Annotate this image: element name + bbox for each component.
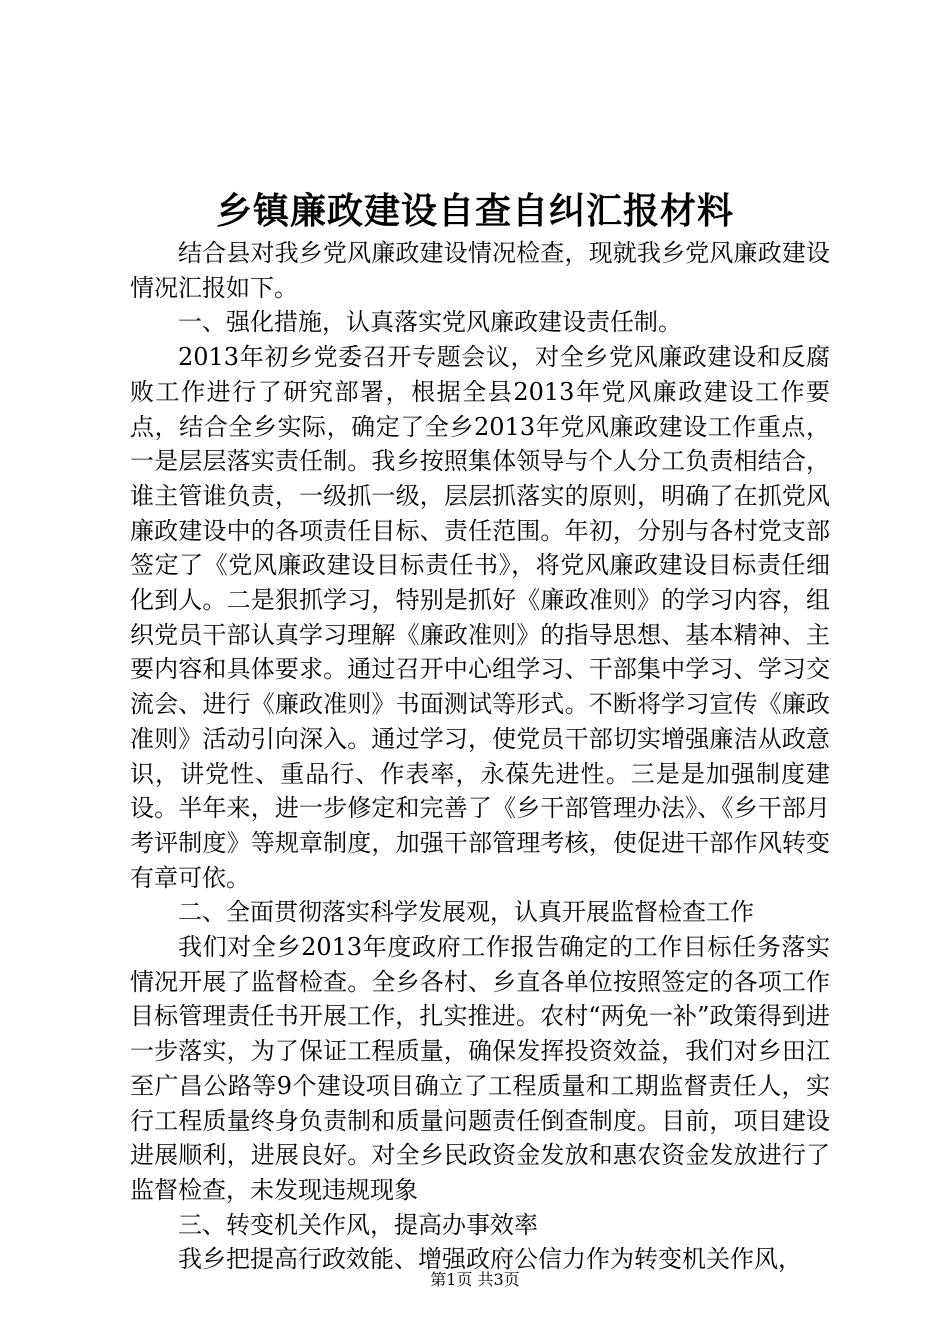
- section-heading-1: 一、强化措施，认真落实党风廉政建设责任制。: [178, 308, 682, 337]
- page-number-footer: 第1页 共3页: [430, 1270, 520, 1289]
- section-heading-3: 三、转变机关作风，提高办事效率: [178, 1210, 538, 1239]
- section-heading-2: 二、全面贯彻落实科学发展观，认真开展监督检查工作: [178, 898, 754, 927]
- document-body: [130, 236, 830, 1277]
- document-title: 乡镇廉政建设自查自纠汇报材料: [215, 190, 734, 232]
- section-3-paragraph: 我乡把提高行政效能、增强政府公信力作为转变机关作风，: [178, 1245, 802, 1274]
- section-2-paragraph: 我们对全乡2013年度政府工作报告确定的工作目标任务落实情况开展了监督检查。全乡各村、乡直各单位按照签定的各项工作目标管理责任书开展工作，扎实推进。农村“两免一补”政策得到进一步落实，为了保证工程质量，确保发挥投资效益，我们对乡田江至广昌公路等9个建设项目确立了工程质量和工期监督责任人，实行工程质量终身负责制和质量问题责任倒查制度。目前，项目建设进展顺利，进展良好。对全乡民政资金发放和惠农资金发放进行了监督检查，未发现违规现象: [130, 933, 830, 1204]
- section-1-paragraph: 2013年初乡党委召开专题会议，对全乡党风廉政建设和反腐败工作进行了研究部署，根据全县2013年党风廉政建设工作要点，结合全乡实际，确定了全乡2013年党风廉政建设工作重点，一是层层落实责任制。我乡按照集体领导与个人分工负责相结合，谁主管谁负责，一级抓一级，层层抓落实的原则，明确了在抓党风廉政建设中的各项责任目标、责任范围。年初，分别与各村党支部签定了《党风廉政建设目标责任书》，将党风廉政建设目标责任细化到人。二是狠抓学习，特别是抓好《廉政准则》的学习内容，组织党员干部认真学习理解《廉政准则》的指导思想、基本精神、主要内容和具体要求。通过召开中心组学习、干部集中学习、学习交流会、进行《廉政准则》书面测试等形式。不断将学习宣传《廉政准则》活动引向深入。通过学习，使党员干部切实增强廉洁从政意识，讲党性、重品行、作表率，永葆先进性。三是是加强制度建设。半年来，进一步修定和完善了《乡干部管理办法》、《乡干部月考评制度》等规章制度，加强干部管理考核，使促进干部作风转变有章可依。: [130, 343, 830, 892]
- intro-paragraph: 结合县对我乡党风廉政建设情况检查，现就我乡党风廉政建设情况汇报如下。: [130, 239, 830, 302]
